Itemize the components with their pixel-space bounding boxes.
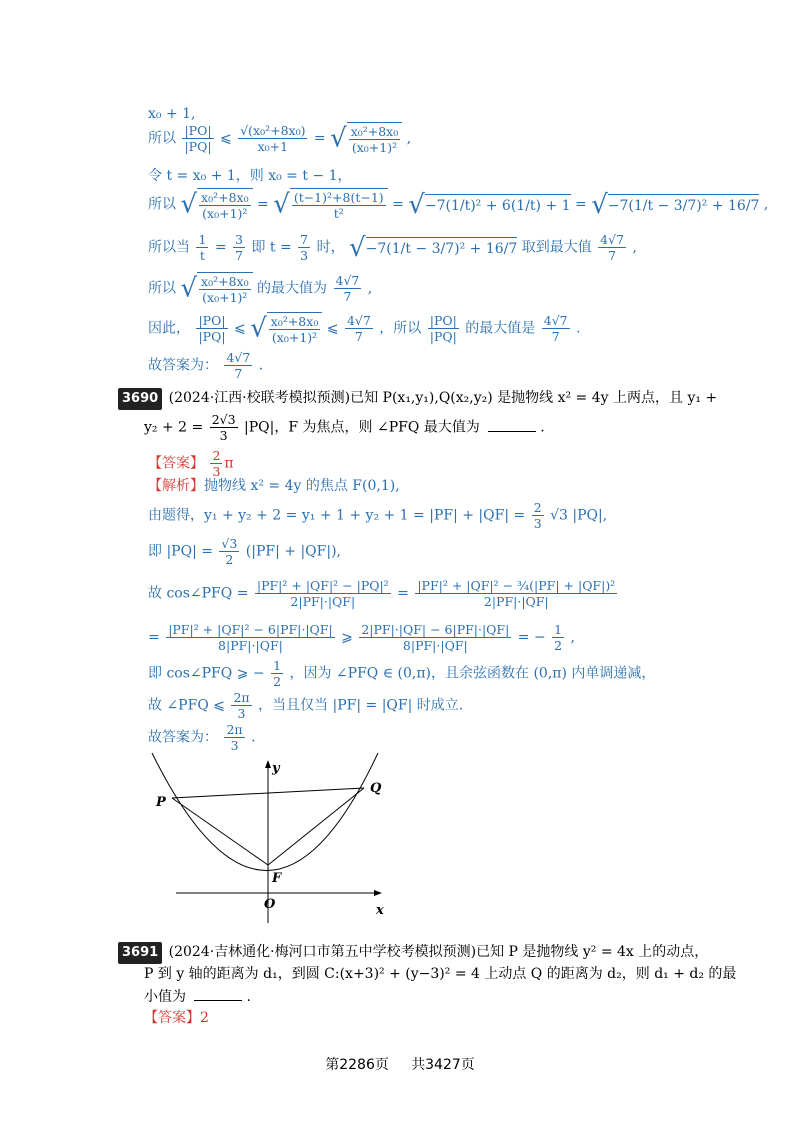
text: 所以: [148, 196, 176, 213]
operator: =: [214, 239, 227, 256]
text: 即 cos∠PFQ ⩾ −: [148, 665, 265, 682]
numerator: (t−1)²+8(t−1): [293, 190, 384, 205]
label-O: O: [264, 897, 276, 912]
text: ，因为 ∠PFQ ∈ (0,π)，且余弦函数在 (0,π) 内单调递减，: [289, 665, 656, 682]
operator: =: [148, 629, 160, 646]
numerator: 1: [273, 658, 282, 673]
fraction: [238, 123, 307, 154]
denominator: 3: [219, 428, 228, 443]
solution-line-3: [148, 166, 352, 186]
operator: =: [313, 130, 326, 147]
numerator: |PO|: [429, 313, 457, 328]
sqrt: √ $\frac{\text{x₀²+8x₀}}{\text{(x₀+1)²}}$: [330, 122, 402, 155]
numerator: 2: [533, 500, 542, 515]
fraction: [542, 313, 570, 344]
fraction: [271, 658, 283, 689]
punct: .: [540, 419, 545, 436]
punct: ,: [367, 280, 373, 297]
fraction: [532, 500, 544, 531]
answer-blank: [488, 417, 536, 432]
text: 所以: [148, 130, 176, 147]
text: 即 t =: [251, 239, 292, 256]
numerator: x₀²+8x₀: [201, 274, 249, 289]
denominator: 2: [273, 674, 282, 689]
question-3691-line-1: [118, 942, 708, 964]
analysis-line-7: [148, 690, 463, 721]
text: |PQ|，F 为焦点，则 ∠PFQ 最大值为: [244, 419, 480, 436]
answer-tag: 【答案】: [148, 455, 204, 472]
denominator: 7: [235, 248, 243, 263]
operator: ⩽: [220, 130, 232, 147]
operator: =: [257, 196, 269, 213]
label-F: F: [272, 871, 282, 886]
analysis-line-5: [148, 622, 575, 653]
numerator: √3: [221, 536, 238, 551]
analysis-tag: 【解析】: [148, 478, 204, 494]
numerator: |PO|: [198, 313, 226, 328]
question-text: (2024·江西·校联考模拟预测)已知 P(x₁,y₁),Q(x₂,y₂) 是抛物线 x² = 4y 上两点，且 y₁ +: [168, 390, 718, 406]
sqrt: √ $\frac{\text{x₀²+8x₀}}{\text{(x₀+1)²}}$: [250, 312, 322, 345]
punct: ,: [406, 130, 412, 147]
fraction: [210, 412, 238, 443]
text: y₂ + 2 =: [144, 419, 204, 436]
operator: ⩾: [341, 629, 353, 646]
sqrt: √ $\frac{\text{(t−1)²+8(t−1)}}{\text{t²}}$: [273, 188, 387, 221]
denominator: t: [199, 248, 205, 263]
denominator: 8|PF|·|QF|: [402, 638, 468, 653]
analysis-line-1: [148, 476, 400, 496]
parabola-curve: [152, 753, 378, 871]
fraction: [224, 350, 252, 381]
fraction: [552, 622, 564, 653]
denominator: 3: [212, 464, 221, 479]
sqrt: √ $\frac{\text{x₀²+8x₀}}{\text{(x₀+1)²}}$: [180, 188, 252, 221]
punct: .: [258, 357, 264, 374]
denominator: 3: [300, 248, 309, 263]
numerator: 1: [554, 622, 563, 637]
fraction: [199, 190, 251, 221]
numerator: 4√7: [226, 350, 251, 365]
answer-suffix: π: [224, 455, 234, 472]
fraction: [182, 123, 213, 154]
solution-line-8: [148, 350, 263, 381]
page-footer: [0, 1054, 800, 1074]
numerator: 4√7: [543, 313, 568, 328]
numerator: |PF|² + |QF|² − |PQ|²: [256, 578, 389, 593]
text: 所以当: [148, 239, 190, 256]
analysis-line-3: [148, 536, 341, 567]
text: 时，: [316, 239, 345, 256]
denominator: 2: [225, 552, 234, 567]
text: ，当且仅当 |PF| = |QF| 时成立.: [258, 697, 464, 714]
text: √3 |PQ|,: [550, 507, 608, 524]
numerator: x₀²+8x₀: [270, 314, 319, 329]
denominator: 7: [608, 248, 617, 263]
analysis-line-4: [148, 578, 619, 609]
fraction: [269, 314, 321, 345]
fraction: [349, 124, 401, 155]
numerator: 2√3: [211, 412, 236, 427]
analysis-line-6: [148, 658, 655, 689]
denominator: 3: [533, 516, 542, 531]
sqrt: √−7(1/t − 3/7)² + 16/7: [591, 189, 760, 220]
text: 故 ∠PFQ ⩽: [148, 697, 225, 714]
text: 由题得，y₁ + y₂ + 2 = y₁ + 1 + y₂ + 1 = |PF| + |QF| =: [148, 507, 526, 524]
numerator: 7: [300, 232, 309, 247]
fraction: [199, 274, 251, 305]
fraction: [359, 622, 511, 653]
numerator: x₀²+8x₀: [201, 190, 249, 205]
segment-QF: [268, 788, 364, 865]
solution-line-2: [148, 122, 411, 155]
numerator: √(x₀²+8x₀): [240, 123, 306, 138]
fraction: [292, 190, 386, 221]
answer-tag: 【答案】: [144, 1010, 200, 1026]
question-3690-line-2: [144, 412, 545, 443]
operator: ⩽: [234, 320, 246, 337]
punct: ,: [570, 629, 575, 646]
numerator: 2π: [226, 722, 243, 737]
answer-3691: [144, 1008, 209, 1028]
numerator: 2|PF|·|QF| − 6|PF|·|QF|: [361, 622, 510, 637]
denominator: (x₀+1)²: [202, 206, 248, 221]
text: 取到最大值: [521, 239, 592, 256]
label-x: x: [376, 903, 384, 918]
denominator: 2|PF|·|QF|: [290, 594, 356, 609]
fraction: [166, 622, 335, 653]
text: 故 cos∠PFQ =: [148, 585, 249, 602]
answer-fraction: [210, 448, 222, 479]
text: x₀ + 1,: [148, 106, 196, 122]
radicand: −7(1/t)² + 6(1/t) + 1: [425, 194, 571, 216]
solution-line-5: [148, 232, 637, 263]
denominator: |PQ|: [429, 329, 457, 344]
fraction: [598, 232, 626, 263]
punct: .: [576, 320, 581, 337]
punct: .: [251, 729, 256, 746]
denominator: 7: [234, 366, 243, 381]
answer-3690: [148, 448, 234, 479]
page-number: 第2286页: [325, 1057, 389, 1073]
numerator: 4√7: [346, 313, 371, 328]
denominator: (x₀+1)²: [271, 330, 318, 345]
fraction: [255, 578, 391, 609]
numerator: x₀²+8x₀: [350, 124, 399, 139]
fraction: [334, 273, 362, 304]
page-total: 共3427页: [411, 1057, 475, 1073]
denominator: 3: [237, 706, 246, 721]
radicand: −7(1/t − 3/7)² + 16/7: [366, 237, 518, 259]
denominator: 7: [343, 289, 352, 304]
numerator: 2π: [233, 690, 250, 705]
text: 抛物线 x² = 4y 的焦点 F(0,1),: [204, 478, 400, 494]
numerator: 2: [212, 448, 221, 463]
text: 因此，: [148, 320, 190, 337]
operator: ⩽: [326, 320, 339, 337]
numerator: |PF|² + |QF|² − 6|PF|·|QF|: [168, 622, 333, 637]
punct: .: [246, 989, 251, 1005]
numerator: |PO|: [184, 123, 212, 138]
y-arrow-icon: [265, 760, 271, 768]
text: 即 |PQ| =: [148, 543, 213, 560]
fraction: [428, 313, 459, 344]
analysis-line-2: [148, 500, 607, 531]
text: 令 t = x₀ + 1，则 x₀ = t − 1，: [148, 168, 352, 184]
fraction: [298, 232, 310, 263]
solution-line-7: [148, 312, 581, 345]
sqrt: √−7(1/t)² + 6(1/t) + 1: [408, 189, 571, 220]
label-P: P: [156, 795, 166, 810]
fraction: [196, 313, 227, 344]
sqrt: √−7(1/t − 3/7)² + 16/7: [349, 232, 518, 263]
question-3690-line-1: [118, 388, 717, 410]
denominator: t²: [333, 206, 344, 221]
punct: ,: [632, 239, 637, 256]
radicand: −7(1/t − 3/7)² + 16/7: [608, 194, 760, 216]
operator: =: [392, 196, 404, 213]
text: 故答案为：: [148, 729, 218, 746]
question-3691-line-2: [144, 964, 736, 984]
x-arrow-icon: [374, 890, 382, 896]
denominator: |PQ|: [198, 329, 226, 344]
text: ，所以: [379, 320, 422, 337]
text: 小值为: [144, 989, 186, 1005]
text: 故答案为：: [148, 357, 218, 374]
fraction: [415, 578, 617, 609]
fraction: [231, 690, 251, 721]
denominator: 2: [554, 638, 563, 653]
numerator: 4√7: [335, 273, 360, 288]
denominator: 2|PF|·|QF|: [483, 594, 549, 609]
sqrt: √ $\frac{\text{x₀²+8x₀}}{\text{(x₀+1)²}}$: [180, 272, 252, 305]
denominator: 8|PF|·|QF|: [218, 638, 283, 653]
question-number: 3690: [118, 388, 162, 410]
text: P 到 y 轴的距离为 d₁，到圆 C:(x+3)² + (y−3)² = 4 上动点 Q 的距离为 d₂，则 d₁ + d₂ 的最: [144, 966, 737, 982]
label-y: y: [272, 761, 280, 776]
parabola-figure: [140, 748, 400, 928]
fraction: [196, 232, 208, 263]
numerator: 4√7: [600, 232, 625, 247]
operator: = −: [517, 629, 546, 646]
answer-value: 2: [200, 1010, 209, 1026]
solution-line-4: [148, 188, 768, 221]
denominator: x₀+1: [257, 139, 289, 154]
answer-blank: [194, 986, 242, 1001]
question-text: (2024·吉林通化·梅河口市第五中学校考模拟预测)已知 P 是抛物线 y² = 4x 上的动点，: [168, 944, 709, 960]
denominator: 7: [354, 329, 363, 344]
question-number: 3691: [118, 942, 162, 964]
numerator: |PF|² + |QF|² − ¾(|PF| + |QF|)²: [417, 578, 616, 593]
text: 的最大值为: [257, 280, 328, 297]
numerator: 3: [235, 232, 243, 247]
denominator: (x₀+1)²: [351, 140, 398, 155]
operator: =: [397, 585, 409, 602]
denominator: 3: [230, 738, 239, 753]
solution-line-1: [148, 104, 196, 124]
numerator: 1: [198, 232, 207, 247]
segment-PF: [172, 798, 268, 865]
fraction: [345, 313, 373, 344]
text: 的最大值是: [465, 320, 536, 337]
label-Q: Q: [370, 781, 382, 796]
text: 所以: [148, 280, 176, 297]
denominator: 7: [551, 329, 560, 344]
question-3691-line-3: [144, 986, 251, 1007]
operator: =: [575, 196, 587, 213]
punct: ,: [763, 196, 769, 213]
fraction: [219, 536, 239, 567]
denominator: (x₀+1)²: [202, 290, 248, 305]
solution-line-6: [148, 272, 372, 305]
denominator: |PQ|: [184, 139, 212, 154]
text: (|PF| + |QF|),: [245, 543, 341, 560]
fraction: [233, 232, 245, 263]
